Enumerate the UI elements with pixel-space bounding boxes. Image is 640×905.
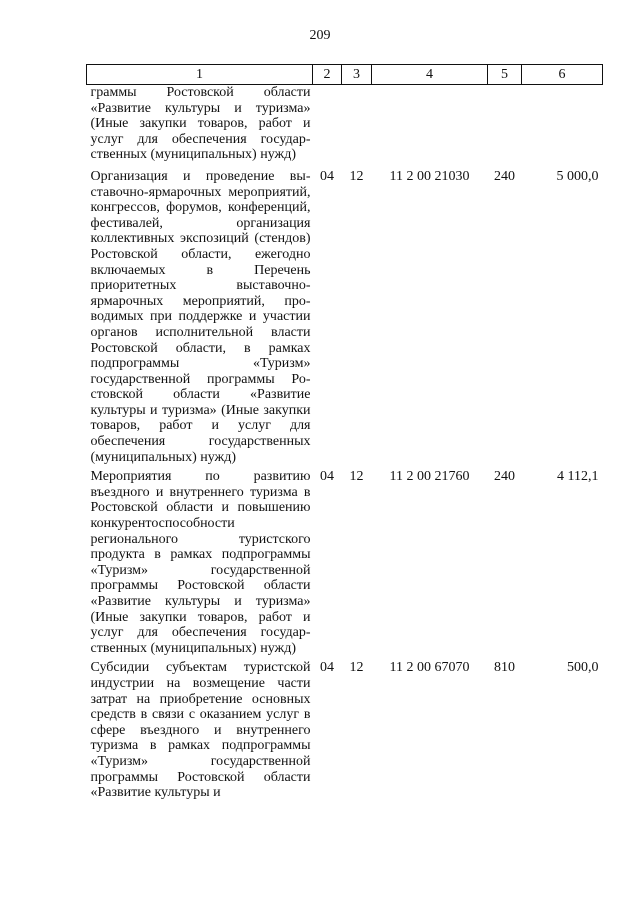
row-section-code xyxy=(313,85,342,169)
row-amount: 4 112,1 xyxy=(557,469,599,485)
column-header-5: 5 xyxy=(488,65,522,85)
row-target-article: 11 2 00 21760 xyxy=(389,469,470,485)
column-header-3: 3 xyxy=(342,65,372,85)
column-header-2: 2 xyxy=(313,65,342,85)
table-row xyxy=(87,85,603,169)
row-description: граммы Ростовской области «Развитие культуры и туризма» (Иные закупки товаров, работ и услуг для обеспечения государственных (муниципальных) нужд) xyxy=(90,85,311,163)
budget-table xyxy=(86,64,603,805)
row-amount: 500,0 xyxy=(567,660,599,676)
row-section-code: 04 xyxy=(320,469,334,485)
row-target-article: 11 2 00 21030 xyxy=(389,168,470,184)
row-section-code: 04 xyxy=(320,168,334,184)
table-row xyxy=(87,660,603,804)
row-target-article xyxy=(372,85,488,169)
row-description: Мероприятия по развитию въездного и внутреннего туризма в Ростовской области и повышению конкурентоспособности регионального туристского продукта в рамках подпрограммы «Туризм» государственной программы Ростовской области «Развитие культуры и туризма» (Иные закупки товаров, работ и услуг для обеспечения государственных (муниципальных) нужд) xyxy=(90,469,311,656)
row-amount xyxy=(522,85,603,169)
table-row xyxy=(87,469,603,660)
row-subsection-code xyxy=(342,85,372,169)
row-description: Субсидии субъектам туристской индустрии на возмещение части затрат на приобретение основных средств в связи с оказанием услуг в сфере въездного и внутреннего туризма в рамках подпрограммы «Туризм» государственной программы Ростовской области «Развитие культуры и xyxy=(90,660,311,801)
row-expense-type: 810 xyxy=(494,660,515,676)
row-subsection-code: 12 xyxy=(349,168,364,184)
row-target-article: 11 2 00 67070 xyxy=(389,660,470,676)
table-header-row xyxy=(87,65,603,85)
row-subsection-code: 12 xyxy=(349,469,364,485)
row-amount: 5 000,0 xyxy=(556,168,599,184)
column-header-6: 6 xyxy=(522,65,603,85)
row-description: Организация и проведение выставочно-ярмарочных мероприятий, конгрессов, форумов, конференций, фестивалей, организация коллективных экспозиций (стендов) Ростовской области, ежегодно включаемых в Перечень приоритетных выставочно-ярмарочных мероприятий, проводимых при поддержке и участии органов исполнительной власти Ростовской области, в рамках подпрограммы «Туризм» государственной программы Ростовской области «Развитие культуры и туризма» (Иные закупки товаров, работ и услуг для обеспечения государственных (муниципальных) нужд) xyxy=(90,168,311,465)
row-expense-type: 240 xyxy=(494,469,515,485)
column-header-1: 1 xyxy=(87,65,313,85)
row-subsection-code: 12 xyxy=(349,660,364,676)
row-section-code: 04 xyxy=(320,660,334,676)
row-expense-type xyxy=(488,85,522,169)
column-header-4: 4 xyxy=(372,65,488,85)
page-number: 209 xyxy=(309,28,331,43)
row-expense-type: 240 xyxy=(494,168,515,184)
table-row xyxy=(87,169,603,469)
